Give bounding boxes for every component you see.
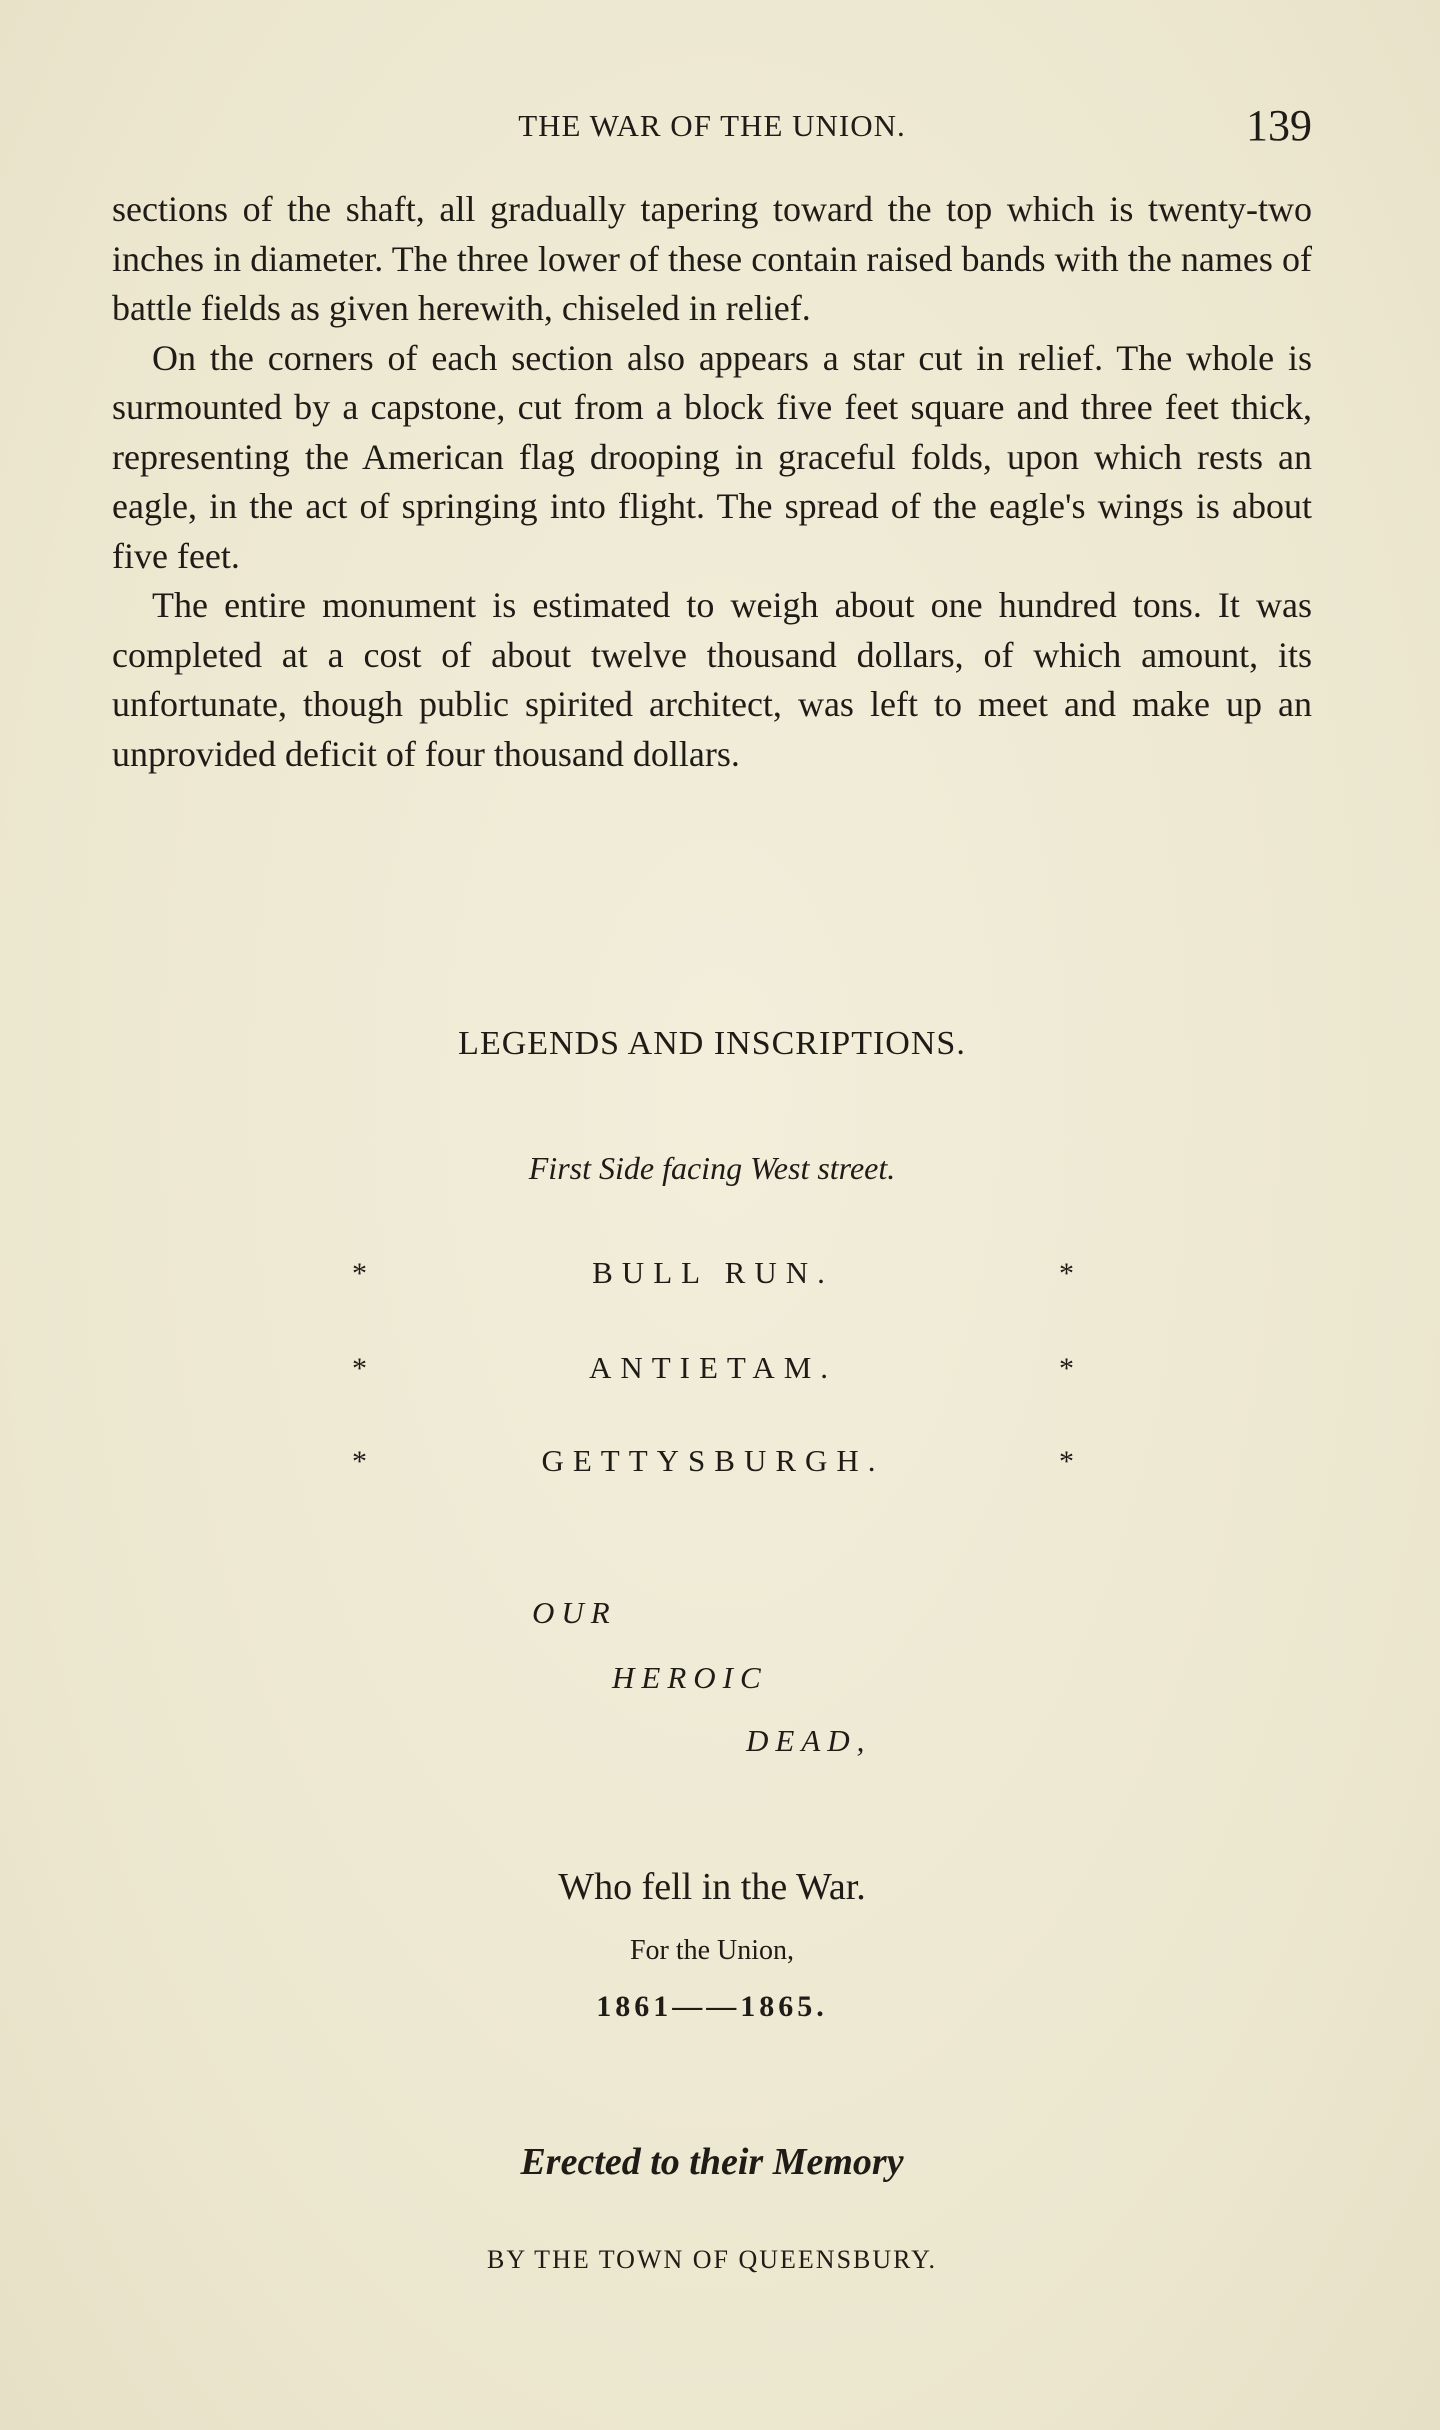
- battle-band-gettysburgh: [352, 1443, 1074, 1483]
- inscription-erected: Erected to their Memory: [520, 2141, 904, 2183]
- inscription-heroic: HEROIC: [612, 1660, 768, 1695]
- inscription-for-union: For the Union,: [629, 1935, 795, 1966]
- body-text: [112, 185, 1312, 779]
- page-header: [112, 100, 1312, 160]
- battle-band-antietam: [352, 1350, 1074, 1390]
- section-heading: LEGENDS AND INSCRIPTIONS.: [458, 1025, 966, 1062]
- inscription-by-town: BY THE TOWN OF QUEENSBURY.: [487, 2245, 937, 2274]
- paragraph: The entire monument is estimated to weigh about one hundred tons. It was completed at a cost of about twelve thousand dollars, of which amount, its unfortunate, though public spirited architect, was left to meet and make up an unprovided deficit of four thousand dollars.: [112, 585, 1312, 774]
- inscription-our: OUR: [532, 1595, 617, 1630]
- side-caption: First Side facing West street.: [528, 1150, 896, 1186]
- battle-band-bull-run: [352, 1255, 1074, 1295]
- inscription-dead: DEAD,: [746, 1723, 872, 1758]
- inscription-years: 1861——1865.: [596, 1990, 828, 2023]
- page-number: 139: [1246, 101, 1312, 150]
- battle-name: GETTYSBURGH.: [541, 1443, 885, 1478]
- paragraph: sections of the shaft, all gradually tapering toward the top which is twenty-two inches in diameter. The three lower of these contain raised bands with the names of battle fields as given herewith, chiseled in relief.: [112, 189, 1312, 328]
- star-icon: *: [352, 1352, 367, 1385]
- star-icon: *: [352, 1257, 367, 1290]
- battle-name: BULL RUN.: [592, 1255, 834, 1290]
- paragraph: On the corners of each section also appears a star cut in relief. The whole is surmounted by a capstone, cut from a block five feet square and three feet thick, representing the American flag drooping in graceful folds, upon which rests an eagle, in the act of springing into flight. The spread of the eagle's wings is about five feet.: [112, 337, 1312, 576]
- star-icon: *: [1059, 1257, 1074, 1290]
- star-icon: *: [1059, 1445, 1074, 1478]
- inscription-who-fell: Who fell in the War.: [558, 1866, 866, 1908]
- running-head: THE WAR OF THE UNION.: [518, 108, 906, 143]
- star-icon: *: [1059, 1352, 1074, 1385]
- star-icon: *: [352, 1445, 367, 1478]
- battle-name: ANTIETAM.: [588, 1350, 838, 1385]
